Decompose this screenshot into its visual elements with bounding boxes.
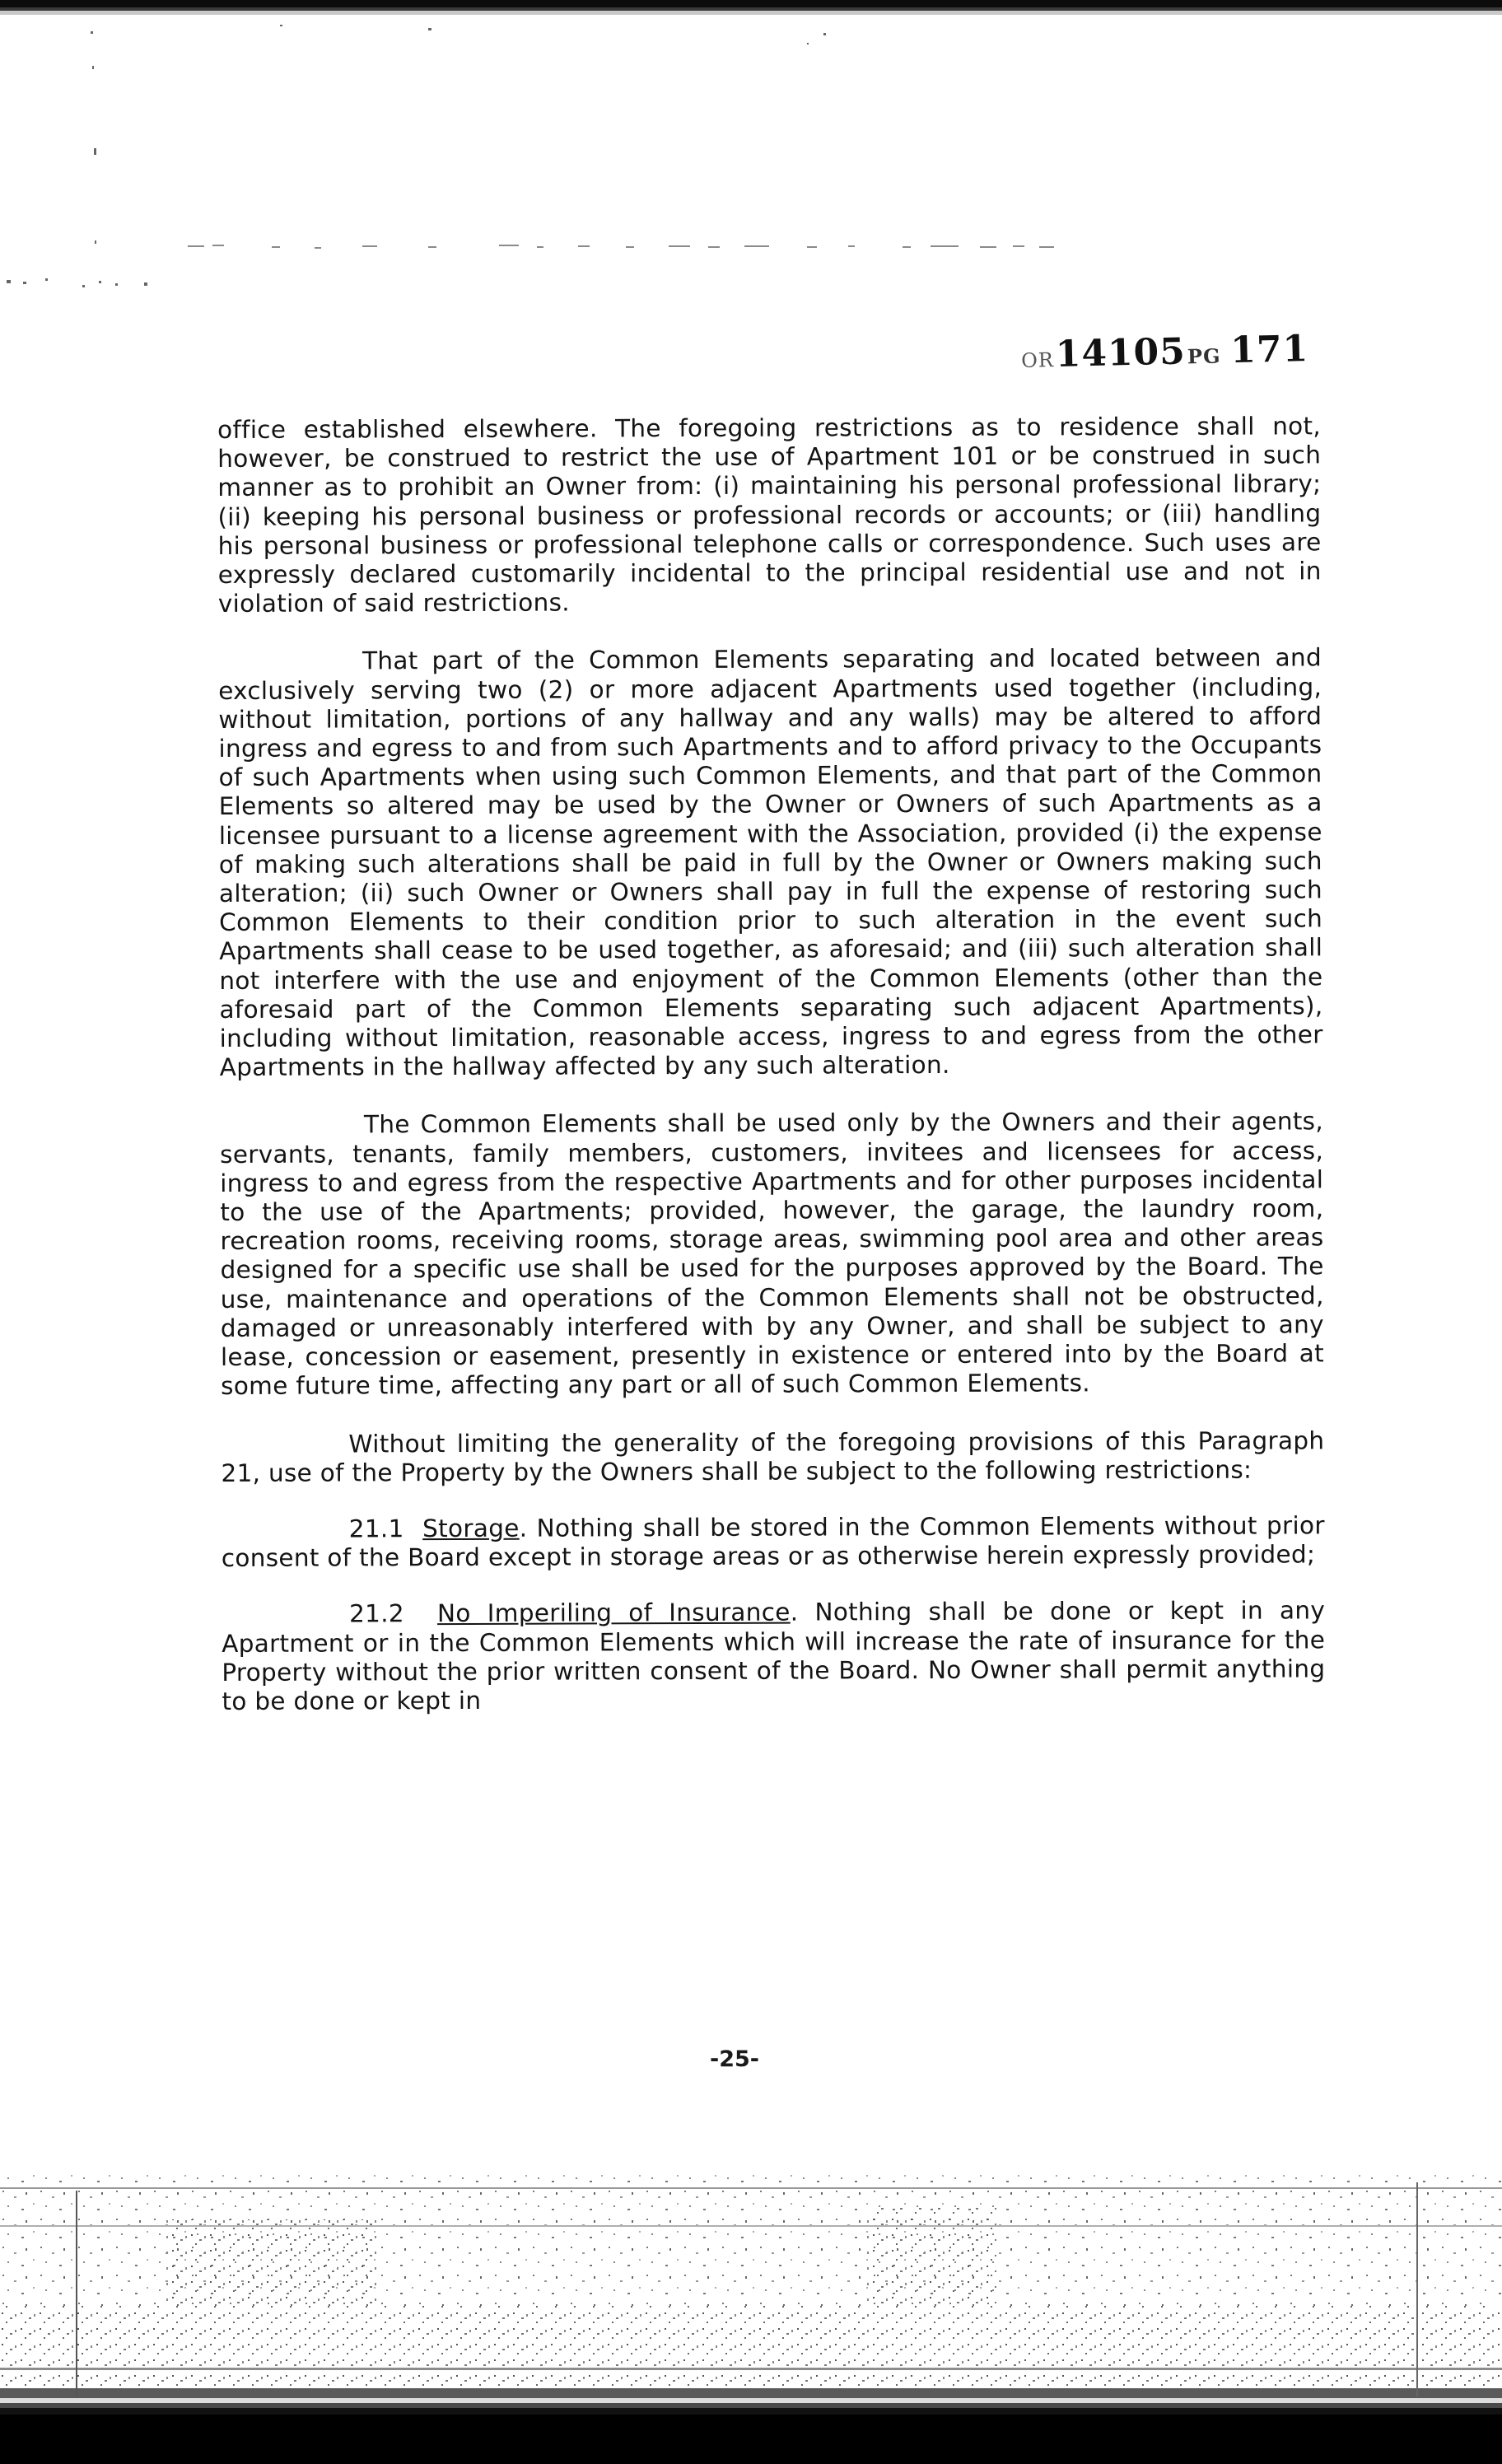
page-reference: 171 (1229, 328, 1309, 372)
section-21-2 (222, 1597, 1325, 1716)
section-text: . Nothing shall be done or kept in any Apartment or in the Common Elements which will increase the rate of insurance for the Property without the prior written consent of the Board. No Owner shall permit anything to be done or kept in (222, 1596, 1326, 1715)
paragraph-common-elements-use (220, 1108, 1324, 1402)
section-heading: Storage (422, 1514, 520, 1543)
paragraph-restrictions-intro (221, 1426, 1324, 1488)
section-text: . Nothing shall be stored in the Common Elements without prior consent of the Board except in storage areas or as otherwise herein expressly provided; (221, 1511, 1325, 1573)
paragraph-common-elements-alteration (218, 644, 1323, 1083)
section-number: 21.1 (348, 1514, 404, 1543)
page-marker: PG (1187, 343, 1221, 369)
book-number: 14105 (1055, 330, 1187, 376)
page-number: -25- (710, 2046, 759, 2072)
scan-artifacts-bottom (0, 2075, 1502, 2464)
paragraph-text: The Common Elements shall be used only by the Owners and their agents, servants, tenants, family members, customers, invitees and licensees for access, ingress to and egress from the respective Apartments and for other purposes incidental to the use of the Apartments; provided, however, the garage, the laundry room, recreation rooms, receiving rooms, storage areas, swimming pool area and other areas designed for a specific use shall be used for the purposes approved by the Board. The use, maintenance and operations of the Common Elements shall not be obstructed, damaged or unreasonably interfered with by any Owner, and shall be subject to any lease, concession or easement, presently in existence or entered into by the Board at some future time, affecting any part or all of such Common Elements. (220, 1107, 1325, 1401)
paragraph-office-use: office established elsewhere. The foregoing restrictions as to residence shall not, however, be construed to restrict the use of Apartment 101 or be construed in such manner as to prohibit an Owner from: (i) maintaining his personal professional library; (ii) keeping his personal business or professional records or accounts; or (iii) handling his personal business or professional telephone calls or correspondence. Such uses are expressly declared customarily incidental to the principal residential use and not in violation of said restrictions. (217, 412, 1322, 618)
document-body (217, 412, 1326, 1716)
book-prefix: OR (1020, 348, 1055, 372)
scan-artifacts-top (0, 0, 1502, 329)
section-heading: No Imperiling of Insurance (436, 1598, 791, 1628)
section-number: 21.2 (349, 1599, 405, 1628)
paragraph-text: Without limiting the generality of the foregoing provisions of this Paragraph 21, use of the Property by the Owners shall be subject to the following restrictions: (221, 1426, 1325, 1487)
paragraph-text: That part of the Common Elements separating and located between and exclusively serving two (2) or more adjacent Apartments used together (including, without limitation, portions of any hallway and any walls) may be altered to afford ingress and egress to and from such Apartments and to afford privacy to the Occupants of such Apartments when using such Common Elements, and that part of the Common Elements so altered may be used by the Owner or Owners of such Apartments as a licensee pursuant to a license agreement with the Association, provided (i) the expense of making such alterations shall be paid in full by the Owner or Owners making such alteration; (ii) such Owner or Owners shall pay in full the expense of restoring such Common Elements to their condition prior to such alteration in the event such Apartments shall cease to be used together, as aforesaid; and (iii) such alteration shall not interfere with the use and enjoyment of the Common Elements (other than the aforesaid part of the Common Elements separating such adjacent Apartments), including without limitation, reasonable access, ingress to and egress from the other Apartments in the hallway affected by any such alteration. (218, 643, 1323, 1082)
book-page-reference (1020, 328, 1308, 376)
section-21-1 (222, 1511, 1325, 1573)
